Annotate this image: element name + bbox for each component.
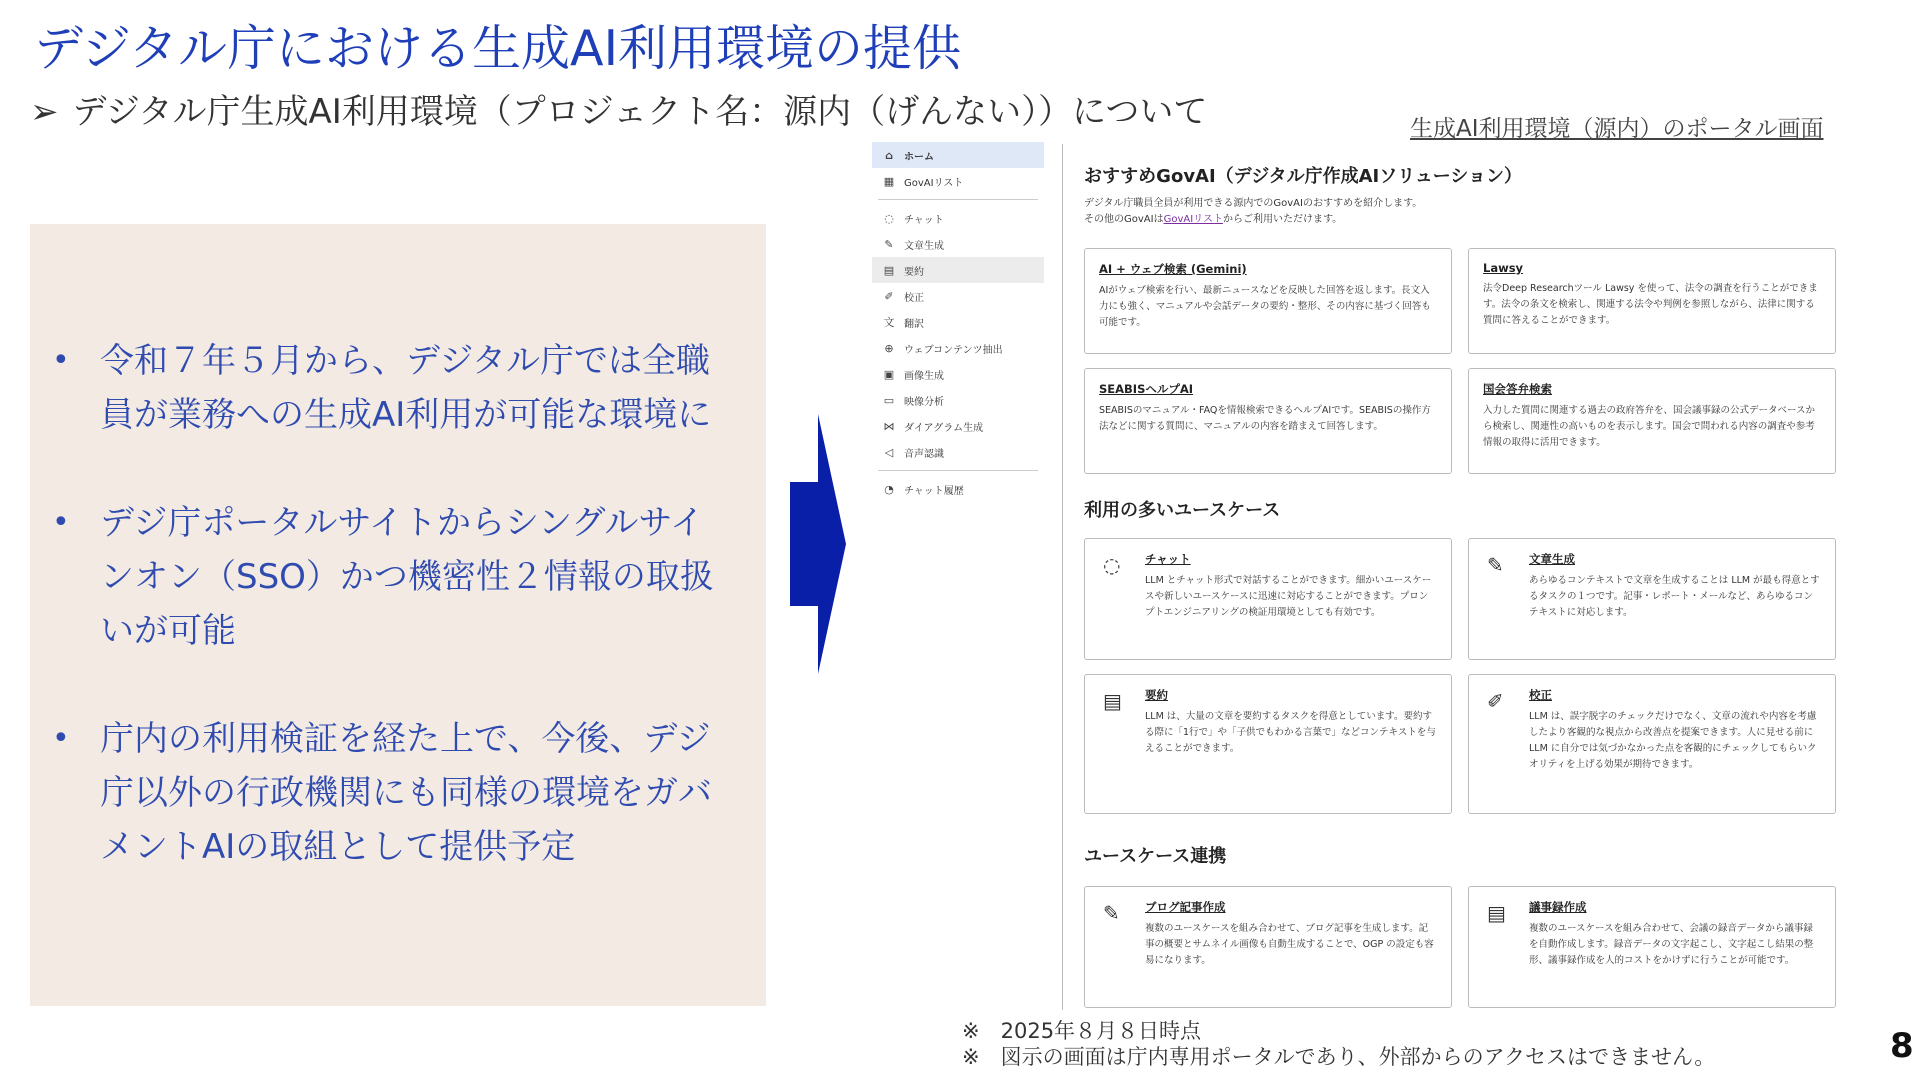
card-title: チャット — [1145, 552, 1191, 566]
video-icon: ▭ — [883, 393, 895, 407]
footnotes — [962, 1018, 1715, 1070]
chat-icon: ◌ — [884, 211, 894, 225]
card-text: LLM は、誤字脱字のチェックだけでなく、文章の流れや内容を考慮したより客観的な視点から改善点を提案できます。人に見せる前に LLM に自分では気づかなかった点を客観的にチェックしてもらいクオリティを上げる効果が期待できます。 — [1529, 711, 1817, 770]
bullet-text: 庁内の利用検証を経た上で、今後、デジ庁以外の行政機関にも同様の環境をガバメントAIの取組として提供予定 — [100, 719, 712, 867]
bullet-item — [30, 496, 766, 658]
image-icon: ▣ — [883, 367, 895, 381]
subtitle-text: デジタル庁生成AI利用環境（プロジェクト名：源内（げんない））について — [72, 92, 1208, 132]
nav-label: チャット履歴 — [904, 485, 964, 497]
nav-item-speech[interactable] — [872, 439, 1044, 465]
card-title: ブログ記事作成 — [1145, 900, 1226, 914]
nav-item-text-generation[interactable] — [872, 231, 1044, 257]
nav-label: 映像分析 — [904, 396, 944, 408]
summary-panel — [30, 224, 766, 1006]
bullet-dot-icon: • — [52, 343, 70, 378]
card-title: 要約 — [1145, 688, 1168, 702]
bullet-item — [30, 334, 766, 442]
portal-screenshot — [872, 142, 1838, 1012]
card-text-generation[interactable] — [1468, 538, 1836, 660]
bullet-dot-icon: • — [52, 721, 70, 756]
footnote-mark: ※ — [962, 1045, 980, 1069]
footnote-text: 図示の画面は庁内専用ポータルであり、外部からのアクセスはできません。 — [1000, 1045, 1716, 1069]
nav-label: ダイアグラム生成 — [904, 422, 984, 434]
portal-sidebar — [872, 142, 1044, 502]
nav-divider — [878, 470, 1038, 471]
right-arrow-icon — [790, 414, 846, 674]
desc-text: からご利用いただけます。 — [1222, 214, 1343, 225]
desc-line: デジタル庁職員全員が利用できる源内でのGovAIのおすすめを紹介します。 — [1084, 198, 1423, 209]
nav-label: 翻訳 — [904, 318, 924, 330]
card-title: SEABISヘルプAI — [1099, 382, 1194, 396]
nav-label: チャット — [904, 214, 944, 226]
nav-item-image-generation[interactable] — [872, 361, 1044, 387]
bullet-item — [30, 712, 766, 874]
nav-divider — [878, 199, 1038, 200]
pencil-icon: ✎ — [1487, 553, 1504, 577]
nav-item-chat-history[interactable] — [872, 476, 1044, 502]
footnote-mark: ※ — [962, 1019, 980, 1043]
nav-label: GovAIリスト — [904, 177, 964, 189]
card-text: 複数のユースケースを組み合わせて、ブログ記事を生成します。記事の概要とサムネイル画像も自動生成することで、OGP の設定も容易になります。 — [1145, 923, 1434, 966]
globe-icon: ⊕ — [884, 341, 894, 355]
nav-item-govai-list[interactable] — [872, 168, 1044, 194]
diagram-icon: ⋈ — [883, 419, 895, 433]
nav-label: 文章生成 — [904, 240, 944, 252]
slide-subtitle — [30, 84, 1207, 133]
card-ai-web-search[interactable] — [1084, 248, 1452, 354]
bullet-text: 令和７年５月から、デジタル庁では全職員が業務への生成AI利用が可能な環境に — [100, 341, 712, 435]
integration-title: ユースケース連携 — [1084, 846, 1227, 867]
pencil-icon: ✎ — [884, 237, 894, 251]
card-seabis-help[interactable] — [1084, 368, 1452, 474]
nav-item-proofread[interactable] — [872, 283, 1044, 309]
card-proofread[interactable] — [1468, 674, 1836, 814]
card-text: SEABISのマニュアル・FAQを情報検索できるヘルプAIです。SEABISの操作方法などに関する質問に、マニュアルの内容を踏まえて回答します。 — [1099, 405, 1431, 432]
recommended-desc — [1084, 196, 1422, 228]
home-icon: ⌂ — [885, 148, 893, 162]
desc-text: その他のGovAIは — [1084, 214, 1164, 225]
card-text: 複数のユースケースを組み合わせて、会議の録音データから議事録を自動作成します。録音データの文字起こし、文字起こし結果の整形、議事録作成を人的コストをかけずに行うことが可能です。 — [1529, 923, 1814, 966]
pencil-icon: ✎ — [1103, 901, 1120, 925]
usecases-title: 利用の多いユースケース — [1084, 500, 1281, 521]
card-text: 入力した質問に関連する過去の政府答弁を、国会議事録の公式データベースから検索し、関連性の高いものを表示します。国会で問われる内容の調査や参考情報の取得に活用できます。 — [1483, 405, 1816, 448]
footnote — [962, 1018, 1715, 1044]
nav-label: 要約 — [904, 266, 924, 278]
recommended-title: おすすめGovAI（デジタル庁作成AIソリューション） — [1084, 166, 1522, 187]
card-text: AIがウェブ検索を行い、最新ニュースなどを反映した回答を返します。長文入力にも強く、マニュアルや会話データの要約・整形、その内容に基づく回答も可能です。 — [1099, 285, 1431, 328]
translate-icon: 文 — [883, 316, 895, 329]
chat-icon: ◌ — [1103, 553, 1121, 577]
card-text: 法令Deep Researchツール Lawsy を使って、法令の調査を行うことができます。法令の条文を検索し、関連する法令や判例を参照しながら、法律に関する質問に答えることができます。 — [1483, 283, 1818, 326]
bullet-dot-icon: • — [52, 505, 70, 540]
subtitle-arrow-icon: ➢ — [30, 92, 59, 132]
card-title: AI + ウェブ検索 (Gemini) — [1099, 262, 1247, 276]
portal-caption: 生成AI利用環境（源内）のポータル画面 — [1410, 116, 1824, 142]
nav-label: 音声認識 — [904, 448, 944, 460]
govai-list-link[interactable]: GovAIリスト — [1163, 214, 1223, 225]
card-blog-article[interactable] — [1084, 886, 1452, 1008]
right-arrow-shape — [790, 414, 846, 674]
nav-item-home[interactable] — [872, 142, 1044, 168]
speaker-icon: ◁ — [884, 445, 894, 459]
card-minutes[interactable] — [1468, 886, 1836, 1008]
summary-icon: ▤ — [1103, 689, 1122, 713]
page-number: 8 — [1890, 1026, 1914, 1066]
card-text: LLM は、大量の文章を要約するタスクを得意としています。要約する際に「1行で」や「子供でもわかる言葉で」などコンテキストを与えることができます。 — [1145, 711, 1436, 754]
history-icon: ◔ — [884, 482, 894, 496]
nav-item-diagram[interactable] — [872, 413, 1044, 439]
card-title: Lawsy — [1483, 261, 1524, 275]
card-chat[interactable] — [1084, 538, 1452, 660]
desc-line — [1084, 212, 1422, 228]
grid-icon: ▦ — [883, 174, 895, 188]
card-summary[interactable] — [1084, 674, 1452, 814]
sidebar-divider — [1062, 144, 1063, 1010]
nav-label: 校正 — [904, 292, 924, 304]
summary-icon: ▤ — [883, 263, 895, 277]
card-lawsy[interactable] — [1468, 248, 1836, 354]
bullet-text: デジ庁ポータルサイトからシングルサインオン（SSO）かつ機密性２情報の取扱いが可能 — [100, 503, 714, 651]
card-diet-answer-search[interactable] — [1468, 368, 1836, 474]
minutes-icon: ▤ — [1487, 901, 1506, 925]
footnote-text: 2025年８月８日時点 — [1000, 1019, 1202, 1043]
nav-label: 画像生成 — [904, 370, 944, 382]
nav-item-web-extract[interactable] — [872, 335, 1044, 361]
card-text: あらゆるコンテキストで文章を生成することは LLM が最も得意とするタスクの１つです。記事・レポート・メールなど、あらゆるコンテキストに対応します。 — [1529, 575, 1820, 618]
card-title: 校正 — [1529, 688, 1552, 702]
bullet-list — [30, 334, 766, 928]
proofread-icon: ✐ — [884, 289, 894, 303]
card-title: 文章生成 — [1529, 552, 1575, 566]
card-title: 議事録作成 — [1529, 900, 1587, 914]
nav-item-video-analysis[interactable] — [872, 387, 1044, 413]
nav-item-chat[interactable] — [872, 205, 1044, 231]
nav-item-summary[interactable] — [872, 257, 1044, 283]
footnote — [962, 1044, 1715, 1070]
card-text: LLM とチャット形式で対話することができます。細かいユースケースや新しいユースケースに迅速に対応することができます。プロンプトエンジニアリングの検証用環境としても有効です。 — [1145, 575, 1432, 618]
nav-label: ホーム — [904, 151, 934, 163]
proofread-icon: ✐ — [1487, 689, 1504, 713]
slide-title: デジタル庁における生成AI利用環境の提供 — [34, 20, 962, 77]
nav-label: ウェブコンテンツ抽出 — [904, 344, 1003, 356]
nav-item-translate[interactable] — [872, 309, 1044, 335]
card-title: 国会答弁検索 — [1483, 382, 1552, 396]
